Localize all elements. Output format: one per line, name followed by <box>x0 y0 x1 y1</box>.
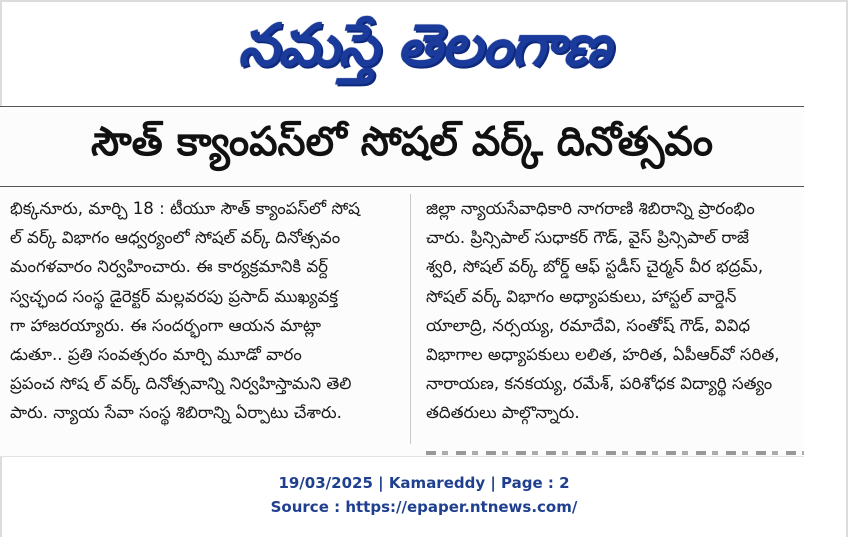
article-line: భిక్కనూరు, మార్చి 18 : టీయూ సౌత్ క్యాంపస్‌లో సోష <box>10 199 360 218</box>
article-line: డుతూ.. ప్రతి సంవత్సరం మార్చి మూడో వారం <box>10 345 302 365</box>
cut-off-text-fragment <box>426 446 804 456</box>
article-line: నారాయణ, కనకయ్య, రమేశ్, పరిశోధక విద్యార్థి సత్యం <box>426 374 773 394</box>
edition-info: 19/03/2025 | Kamareddy | Page : 2 <box>278 474 570 492</box>
frame-top-border <box>0 0 848 2</box>
article-line: యాలాద్రి, నర్సయ్య, రమాదేవి, సంతోష్ గౌడ్, వివిధ <box>426 315 751 335</box>
article-line: మంగళవారం నిర్వహించారు. ఈ కార్యక్రమానికి వర్ద్ <box>10 257 329 277</box>
article-line: విభాగాల అధ్యాపకులు లలిత, హరిత, ఏపీఆర్‌వో సరిత, <box>426 345 780 365</box>
article-line: ప్రపంచ సోష ల్ వర్క్ దినోత్సవాన్ని నిర్వహిస్తామని తెలి <box>10 374 352 394</box>
article-line: జిల్లా న్యాయసేవాధికారి నాగరాణి శిబిరాన్ని ప్రారంభిం <box>426 199 755 218</box>
article-line: సోషల్ వర్క్ విభాగం అధ్యాపకులు, హాస్టల్ వార్డెన్ <box>426 286 737 306</box>
column-divider <box>410 194 411 444</box>
article-line: గా హాజరయ్యారు. ఈ సందర్భంగా ఆయన మాట్లా <box>10 315 322 335</box>
headline-top-rule <box>0 106 804 107</box>
source-link[interactable]: Source : https://epaper.ntnews.com/ <box>270 498 578 516</box>
article-column-right <box>426 194 804 444</box>
newspaper-masthead <box>0 4 848 86</box>
headline-bottom-rule <box>0 186 804 187</box>
article-line: స్వచ్ఛంద సంస్థ డైరెక్టర్ మల్లవరపు ప్రసాద్ ముఖ్యవక్త <box>10 286 338 306</box>
article-column-left <box>10 194 398 444</box>
article-line: తదితరులు పాల్గొన్నారు. <box>426 403 580 423</box>
article-line: ల్ వర్క్ విభాగం ఆధ్వర్యంలో సోషల్ వర్క్ దినోత్సవం <box>10 228 341 248</box>
article-line: శ్వరి, సోషల్ వర్క్ బోర్డ్ ఆఫ్ స్టడీస్ చైర్మన్ వీర భద్రమ్, <box>426 257 764 277</box>
article-line: చారు. ప్రిన్సిపాల్ సుధాకర్ గౌడ్, వైస్ ప్రిన్సిపాల్ రాజే <box>426 228 749 248</box>
article-line: పారు. న్యాయ సేవా సంస్థ శిబిరాన్ని ఏర్పాటు చేశారు. <box>10 403 342 423</box>
masthead-logo-text: నమస్తే తెలంగాణ <box>238 11 610 79</box>
clipping-bottom-edge <box>0 456 804 457</box>
article-headline: సౌత్ క్యాంపస్‌లో సోషల్ వర్క్ దినోత్సవం <box>90 119 714 165</box>
